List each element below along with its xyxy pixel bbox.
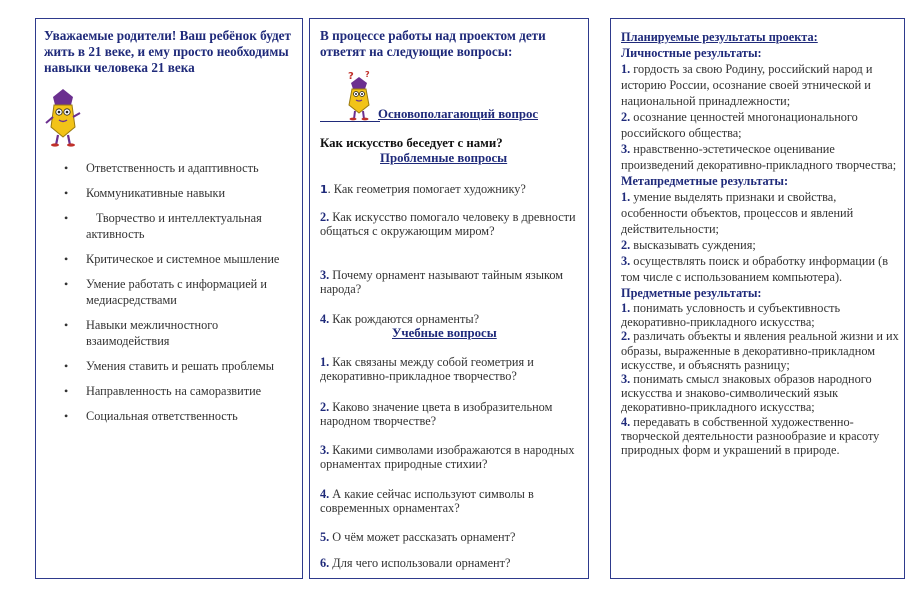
- problem-question-4: 4. Как рождаются орнаменты?: [320, 312, 480, 326]
- study-questions-heading: Учебные вопросы: [392, 326, 497, 340]
- meta-results-heading: Метапредметные результаты:: [621, 174, 789, 188]
- list-item: • Коммуникативные навыки: [46, 185, 296, 201]
- results-title: Планируемые результаты проекта:: [621, 30, 818, 44]
- problem-question-3: 3. Почему орнамент называют тайным языком народа?: [320, 268, 564, 296]
- panel-questions: [309, 18, 589, 579]
- list-item: • Навыки межличностного взаимодействия: [46, 317, 296, 349]
- subject-result-3: 3. понимать смысл знаковых образов народного искусства и знаково-символический язык декоративно-прикладного искусства;: [621, 372, 872, 415]
- results-content: [621, 29, 901, 457]
- skills-list: [46, 160, 296, 433]
- personal-results-heading: Личностные результаты:: [621, 46, 762, 60]
- panel-results: [610, 18, 905, 579]
- study-question-2: 2. Каково значение цвета в изобразительном народном творчестве?: [320, 400, 553, 428]
- questions-intro: В процессе работы над проектом дети ответят на следующие вопросы:: [320, 28, 546, 59]
- subject-result-1: 1. понимать условность и субъективность декоративно-прикладного искусства;: [621, 301, 841, 330]
- problem-question-1: 1. Как геометрия помогает художнику?: [320, 182, 526, 196]
- meta-result-3: 3. осуществлять поиск и обработку информации (в том числе с использованием компьютера).: [621, 254, 889, 284]
- list-item: • Умения ставить и решать проблемы: [46, 358, 296, 374]
- study-question-1: 1. Как связаны между собой геометрия и декоративно-прикладное творчество?: [320, 355, 534, 383]
- svg-text:?: ?: [365, 70, 370, 79]
- svg-text:?: ?: [348, 71, 354, 82]
- heading-underline: [320, 107, 380, 122]
- list-item: • Ответственность и адаптивность: [46, 160, 296, 176]
- meta-result-1: 1. умение выделять признаки и свойства, особенности объектов, процессов и явлений действительности;: [621, 190, 854, 236]
- fundamental-question: Как искусство беседует с нами?: [320, 136, 503, 150]
- personal-result-2: 2. осознание ценностей многонационального российского общества;: [621, 110, 858, 140]
- study-question-4: 4. А какие сейчас используют символы в современных орнаментах?: [320, 487, 534, 515]
- problem-questions-heading: Проблемные вопросы: [380, 151, 508, 165]
- list-item: • Творчество и интеллектуальная активность: [46, 210, 296, 242]
- subject-results-heading: Предметные результаты:: [621, 286, 762, 300]
- personal-result-3: 3. нравственно-эстетическое оценивание произведений декоративно-прикладного творчества;: [621, 142, 897, 172]
- problem-question-2: 2. Как искусство помогало человеку в древности общаться с окружающим миром?: [320, 210, 576, 238]
- subject-result-4: 4. передавать в собственной художественно-творческой деятельности разнообразие и красоту природных форм и украшений в природе.: [621, 414, 880, 458]
- list-item: • Умение работать с информацией и медиасредствами: [46, 276, 296, 308]
- study-question-6: 6. Для чего использовали орнамент?: [320, 556, 511, 570]
- fundamental-question-heading: Основополагающий вопрос: [378, 107, 539, 121]
- study-question-3: 3. Какими символами изображаются в народных орнаментах природные стихии?: [320, 443, 575, 471]
- parents-intro: Уважаемые родители! Ваш ребёнок будет жить в 21 веке, и ему просто необходимы навыки человека 21 века: [44, 28, 291, 75]
- list-item: • Социальная ответственность: [46, 408, 296, 424]
- list-item: • Направленность на саморазвитие: [46, 383, 296, 399]
- meta-result-2: 2. высказывать суждения;: [621, 238, 756, 252]
- list-item: • Критическое и системное мышление: [46, 251, 296, 267]
- subject-result-2: 2. различать объекты и явления реальной жизни и их образы, выраженные в декоративно-прикладном искусстве, и объяснять разницу;: [621, 329, 899, 372]
- study-question-5: 5. О чём может рассказать орнамент?: [320, 530, 516, 544]
- panel-parents: [35, 18, 303, 579]
- mascot-thinking-icon: [44, 85, 82, 147]
- personal-result-1: 1. гордость за свою Родину, российский народ и историю России, осознание своей этнической и национальной принадлежности;: [621, 62, 873, 108]
